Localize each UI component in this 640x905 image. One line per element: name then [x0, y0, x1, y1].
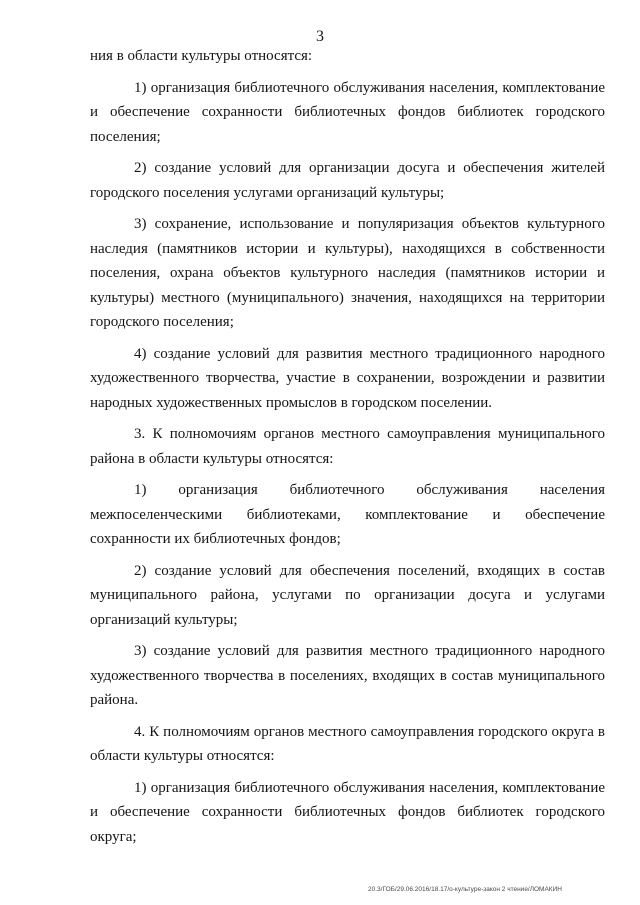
paragraph-item-4: 4) создание условий для развития местного традиционного народного художественного творчества, участие в сохранении, возрождении и развитии народных художественных промыслов в городском поселении. [90, 345, 605, 411]
page-number: 3 [316, 28, 324, 45]
paragraph-section-3: 3. К полномочиям органов местного самоуправления муниципального района в области культуры относятся: [90, 426, 605, 467]
paragraph-item-1: 1) организация библиотечного обслуживания населения межпоселенческими библиотеками, комплектование и обеспечение сохранности их библиотечных фондов; [90, 482, 605, 547]
paragraph-item-2: 2) создание условий для обеспечения поселений, входящих в состав муниципального района, услугами по организации досуга и услугами организаций культуры; [90, 562, 605, 628]
footer-file-stamp: 20.3/ГОБ/29.06.2016/18.17/о-культуре-закон 2 чтение/ЛОМАКИН [368, 886, 562, 893]
paragraph-item-2: 2) создание условий для организации досуга и обеспечения жителей городского поселения услугами организаций культуры; [90, 160, 605, 201]
paragraph-item-1: 1) организация библиотечного обслуживания населения, комплектование и обеспечение сохранности библиотечных фондов библиотек городского поселения; [90, 79, 605, 145]
paragraph-section-4: 4. К полномочиям органов местного самоуправления городского округа в области культуры относятся: [90, 723, 605, 764]
paragraph-item-3: 3) сохранение, использование и популяризация объектов культурного наследия (памятников истории и культуры), находящихся в собственности поселения, охрана объектов культурного наследия (памятников истории и культуры) местного (муниципального) значения, находящихся на территории городского поселения; [90, 216, 605, 330]
document-body [90, 44, 605, 856]
paragraph-item-1: 1) организация библиотечного обслуживания населения, комплектование и обеспечение сохранности библиотечных фондов библиотек городского округа; [90, 779, 605, 845]
paragraph-continuation: ния в области культуры относятся: [90, 48, 313, 64]
paragraph-item-3: 3) создание условий для развития местного традиционного народного художественного творчества в поселениях, входящих в состав муниципального района. [90, 643, 605, 708]
